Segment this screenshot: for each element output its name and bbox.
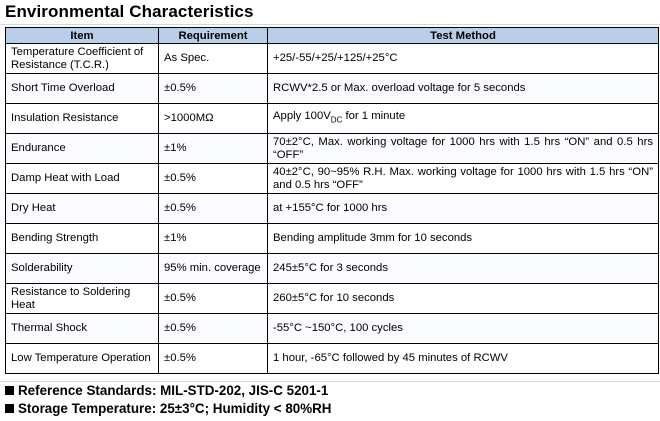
cell-item: Low Temperature Operation xyxy=(6,344,159,374)
dc-subscript: DC xyxy=(330,115,343,125)
cell-requirement: ±1% xyxy=(159,134,268,164)
cell-item: Bending Strength xyxy=(6,224,159,254)
storage-temperature-note xyxy=(5,401,331,416)
table-row xyxy=(6,344,659,374)
cell-test-method: 245±5°C for 3 seconds xyxy=(268,254,659,284)
table-row xyxy=(6,104,659,134)
cell-test-method: +25/-55/+25/+125/+25°C xyxy=(268,44,659,74)
cell-test-method: 1 hour, -65°C followed by 45 minutes of RCWV xyxy=(268,344,659,374)
cell-requirement: >1000MΩ xyxy=(159,104,268,134)
cell-test-method: 260±5°C for 10 seconds xyxy=(268,284,659,314)
cell-requirement: ±0.5% xyxy=(159,74,268,104)
cell-test-method xyxy=(268,104,659,134)
cell-requirement: As Spec. xyxy=(159,44,268,74)
cell-requirement: ±0.5% xyxy=(159,344,268,374)
cell-item: Endurance xyxy=(6,134,159,164)
cell-requirement: 95% min. coverage xyxy=(159,254,268,284)
title-divider xyxy=(0,24,660,25)
table-row xyxy=(6,224,659,254)
reference-standards-text: Reference Standards: MIL-STD-202, JIS-C 5201-1 xyxy=(18,383,329,398)
test-text: Apply 100V xyxy=(273,110,331,123)
table-row xyxy=(6,134,659,164)
cell-requirement: ±0.5% xyxy=(159,284,268,314)
cell-test-method: Bending amplitude 3mm for 10 seconds xyxy=(268,224,659,254)
cell-test-method: 70±2°C, Max. working voltage for 1000 hrs with 1.5 hrs “ON” and 0.5 hrs “OFF” xyxy=(268,134,659,164)
cell-item: Dry Heat xyxy=(6,194,159,224)
environmental-characteristics-table xyxy=(5,27,659,374)
storage-temperature-text: Storage Temperature: 25±3°C; Humidity < 80%RH xyxy=(18,401,332,416)
cell-requirement: ±1% xyxy=(159,224,268,254)
table-row xyxy=(6,254,659,284)
cell-item: Short Time Overload xyxy=(6,74,159,104)
cell-item: Thermal Shock xyxy=(6,314,159,344)
cell-test-method: 40±2°C, 90~95% R.H. Max. working voltage for 1000 hrs with 1.5 hrs “ON” and 0.5 hrs “OFF” xyxy=(268,164,659,194)
column-header-item: Item xyxy=(6,28,159,44)
cell-item: Resistance to Soldering Heat xyxy=(6,284,159,314)
reference-standards-note xyxy=(5,383,328,398)
cell-test-method: -55°C ~150°C, 100 cycles xyxy=(268,314,659,344)
table-row xyxy=(6,164,659,194)
column-header-requirement: Requirement xyxy=(159,28,268,44)
cell-item: Solderability xyxy=(6,254,159,284)
cell-item: Damp Heat with Load xyxy=(6,164,159,194)
cell-test-method: at +155°C for 1000 hrs xyxy=(268,194,659,224)
table-row xyxy=(6,74,659,104)
test-text-suffix: for 1 minute xyxy=(342,110,406,123)
notes-divider xyxy=(0,381,660,382)
cell-item: Insulation Resistance xyxy=(6,104,159,134)
cell-requirement: ±0.5% xyxy=(159,194,268,224)
cell-item: Temperature Coefficient of Resistance (T.C.R.) xyxy=(6,44,159,74)
table-row xyxy=(6,314,659,344)
page-title: Environmental Characteristics xyxy=(5,2,254,21)
table-row xyxy=(6,44,659,74)
cell-requirement: ±0.5% xyxy=(159,164,268,194)
table-row xyxy=(6,194,659,224)
square-bullet-icon xyxy=(5,404,14,413)
table-row xyxy=(6,284,659,314)
column-header-test-method: Test Method xyxy=(268,28,659,44)
cell-test-method: RCWV*2.5 or Max. overload voltage for 5 seconds xyxy=(268,74,659,104)
table-header-row xyxy=(6,28,659,44)
cell-requirement: ±0.5% xyxy=(159,314,268,344)
square-bullet-icon xyxy=(5,386,14,395)
